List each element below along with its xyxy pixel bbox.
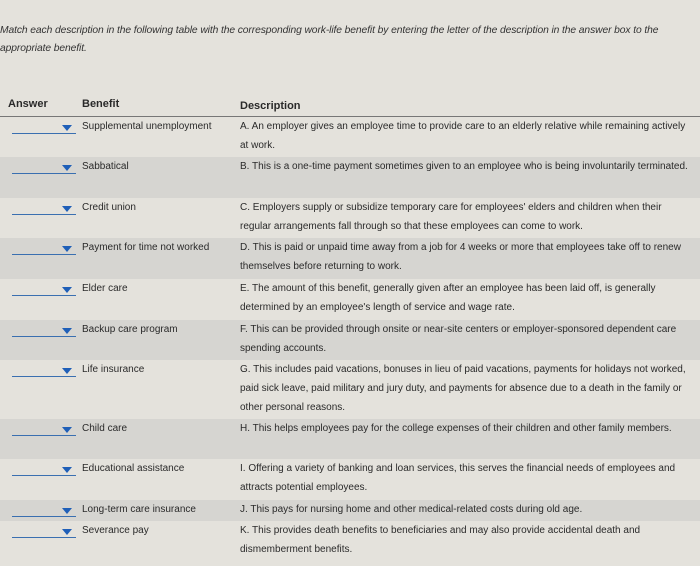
dropdown-arrow-icon (62, 246, 72, 252)
answer-dropdown[interactable] (12, 204, 76, 215)
benefit-name: Sabbatical (82, 161, 129, 172)
answer-dropdown[interactable] (12, 506, 76, 517)
benefit-name: Child care (82, 423, 128, 434)
answer-dropdown[interactable] (12, 285, 76, 296)
description-text: K. This provides death benefits to beneficiaries and may also provide accidental death and dismemberment benefits. (240, 525, 641, 555)
benefit-name: Long-term care insurance (82, 504, 196, 515)
instructions (0, 22, 700, 58)
header-description: Description (240, 100, 301, 112)
dropdown-arrow-icon (62, 529, 72, 535)
description-text: I. Offering a variety of banking and loan services, this serves the financial needs of employees and attracts potential employees. (240, 463, 676, 493)
benefit-name: Educational assistance (82, 463, 185, 474)
description-text: E. The amount of this benefit, generally given after an employee has been laid off, is generally determined by an employee's length of service and wage rate. (240, 283, 656, 313)
description-text: G. This includes paid vacations, bonuses in lieu of paid vacations, payments for holidays not worked, paid sick leave, paid military and jury duty, and payments for absence due to a death in the family or other personal reasons. (240, 364, 686, 413)
answer-dropdown[interactable] (12, 123, 76, 134)
answer-dropdown[interactable] (12, 163, 76, 174)
description-text: B. This is a one-time payment sometimes given to an employee who is being involuntarily terminated. (240, 161, 688, 172)
header-benefit: Benefit (82, 98, 120, 110)
table-row (0, 279, 700, 320)
dropdown-arrow-icon (62, 287, 72, 293)
dropdown-arrow-icon (62, 328, 72, 334)
table-row (0, 117, 700, 157)
answer-dropdown[interactable] (12, 425, 76, 436)
header-answer: Answer (8, 98, 48, 110)
description-text: D. This is paid or unpaid time away from a job for 4 weeks or more that employees take off to renew themselves before returning to work. (240, 242, 681, 272)
instructions-line-1: Match each description in the following table with the corresponding work-life benefit by entering the letter of the description in the answer box (0, 25, 631, 36)
table-row (0, 198, 700, 238)
matching-table (0, 94, 700, 562)
description-text: J. This pays for nursing home and other medical-related costs during old age. (240, 504, 583, 515)
description-text: C. Employers supply or subsidize temporary care for employees' elders and children when their regular arrangements fall through so that these employees can come to work. (240, 202, 662, 232)
dropdown-arrow-icon (62, 206, 72, 212)
benefit-name: Life insurance (82, 364, 145, 375)
benefit-name: Supplemental unemployment (82, 121, 212, 132)
dropdown-arrow-icon (62, 368, 72, 374)
answer-dropdown[interactable] (12, 326, 76, 337)
benefit-name: Credit union (82, 202, 136, 213)
benefit-name: Payment for time not worked (82, 242, 210, 253)
dropdown-arrow-icon (62, 165, 72, 171)
answer-dropdown[interactable] (12, 366, 76, 377)
description-text: A. An employer gives an employee time to provide care to an elderly relative while remaining actively at work. (240, 121, 686, 151)
benefit-name: Severance pay (82, 525, 149, 536)
benefit-name: Backup care program (82, 324, 178, 335)
table-header (0, 94, 700, 117)
table-row (0, 459, 700, 500)
table-row (0, 238, 700, 279)
table-row (0, 360, 700, 419)
benefit-name: Elder care (82, 283, 128, 294)
dropdown-arrow-icon (62, 125, 72, 131)
description-text: F. This can be provided through onsite or near-site centers or employer-sponsored dependent care spending accounts. (240, 324, 677, 354)
table-row (0, 521, 700, 562)
answer-dropdown[interactable] (12, 527, 76, 538)
dropdown-arrow-icon (62, 467, 72, 473)
table-row (0, 157, 700, 198)
description-text: H. This helps employees pay for the college expenses of their children and other family members. (240, 423, 672, 434)
table-row (0, 320, 700, 360)
table-row (0, 500, 700, 521)
instructions-line-2: to the appropriate benefit. (0, 25, 659, 54)
answer-dropdown[interactable] (12, 465, 76, 476)
table-row (0, 419, 700, 459)
dropdown-arrow-icon (62, 427, 72, 433)
answer-dropdown[interactable] (12, 244, 76, 255)
dropdown-arrow-icon (62, 508, 72, 514)
